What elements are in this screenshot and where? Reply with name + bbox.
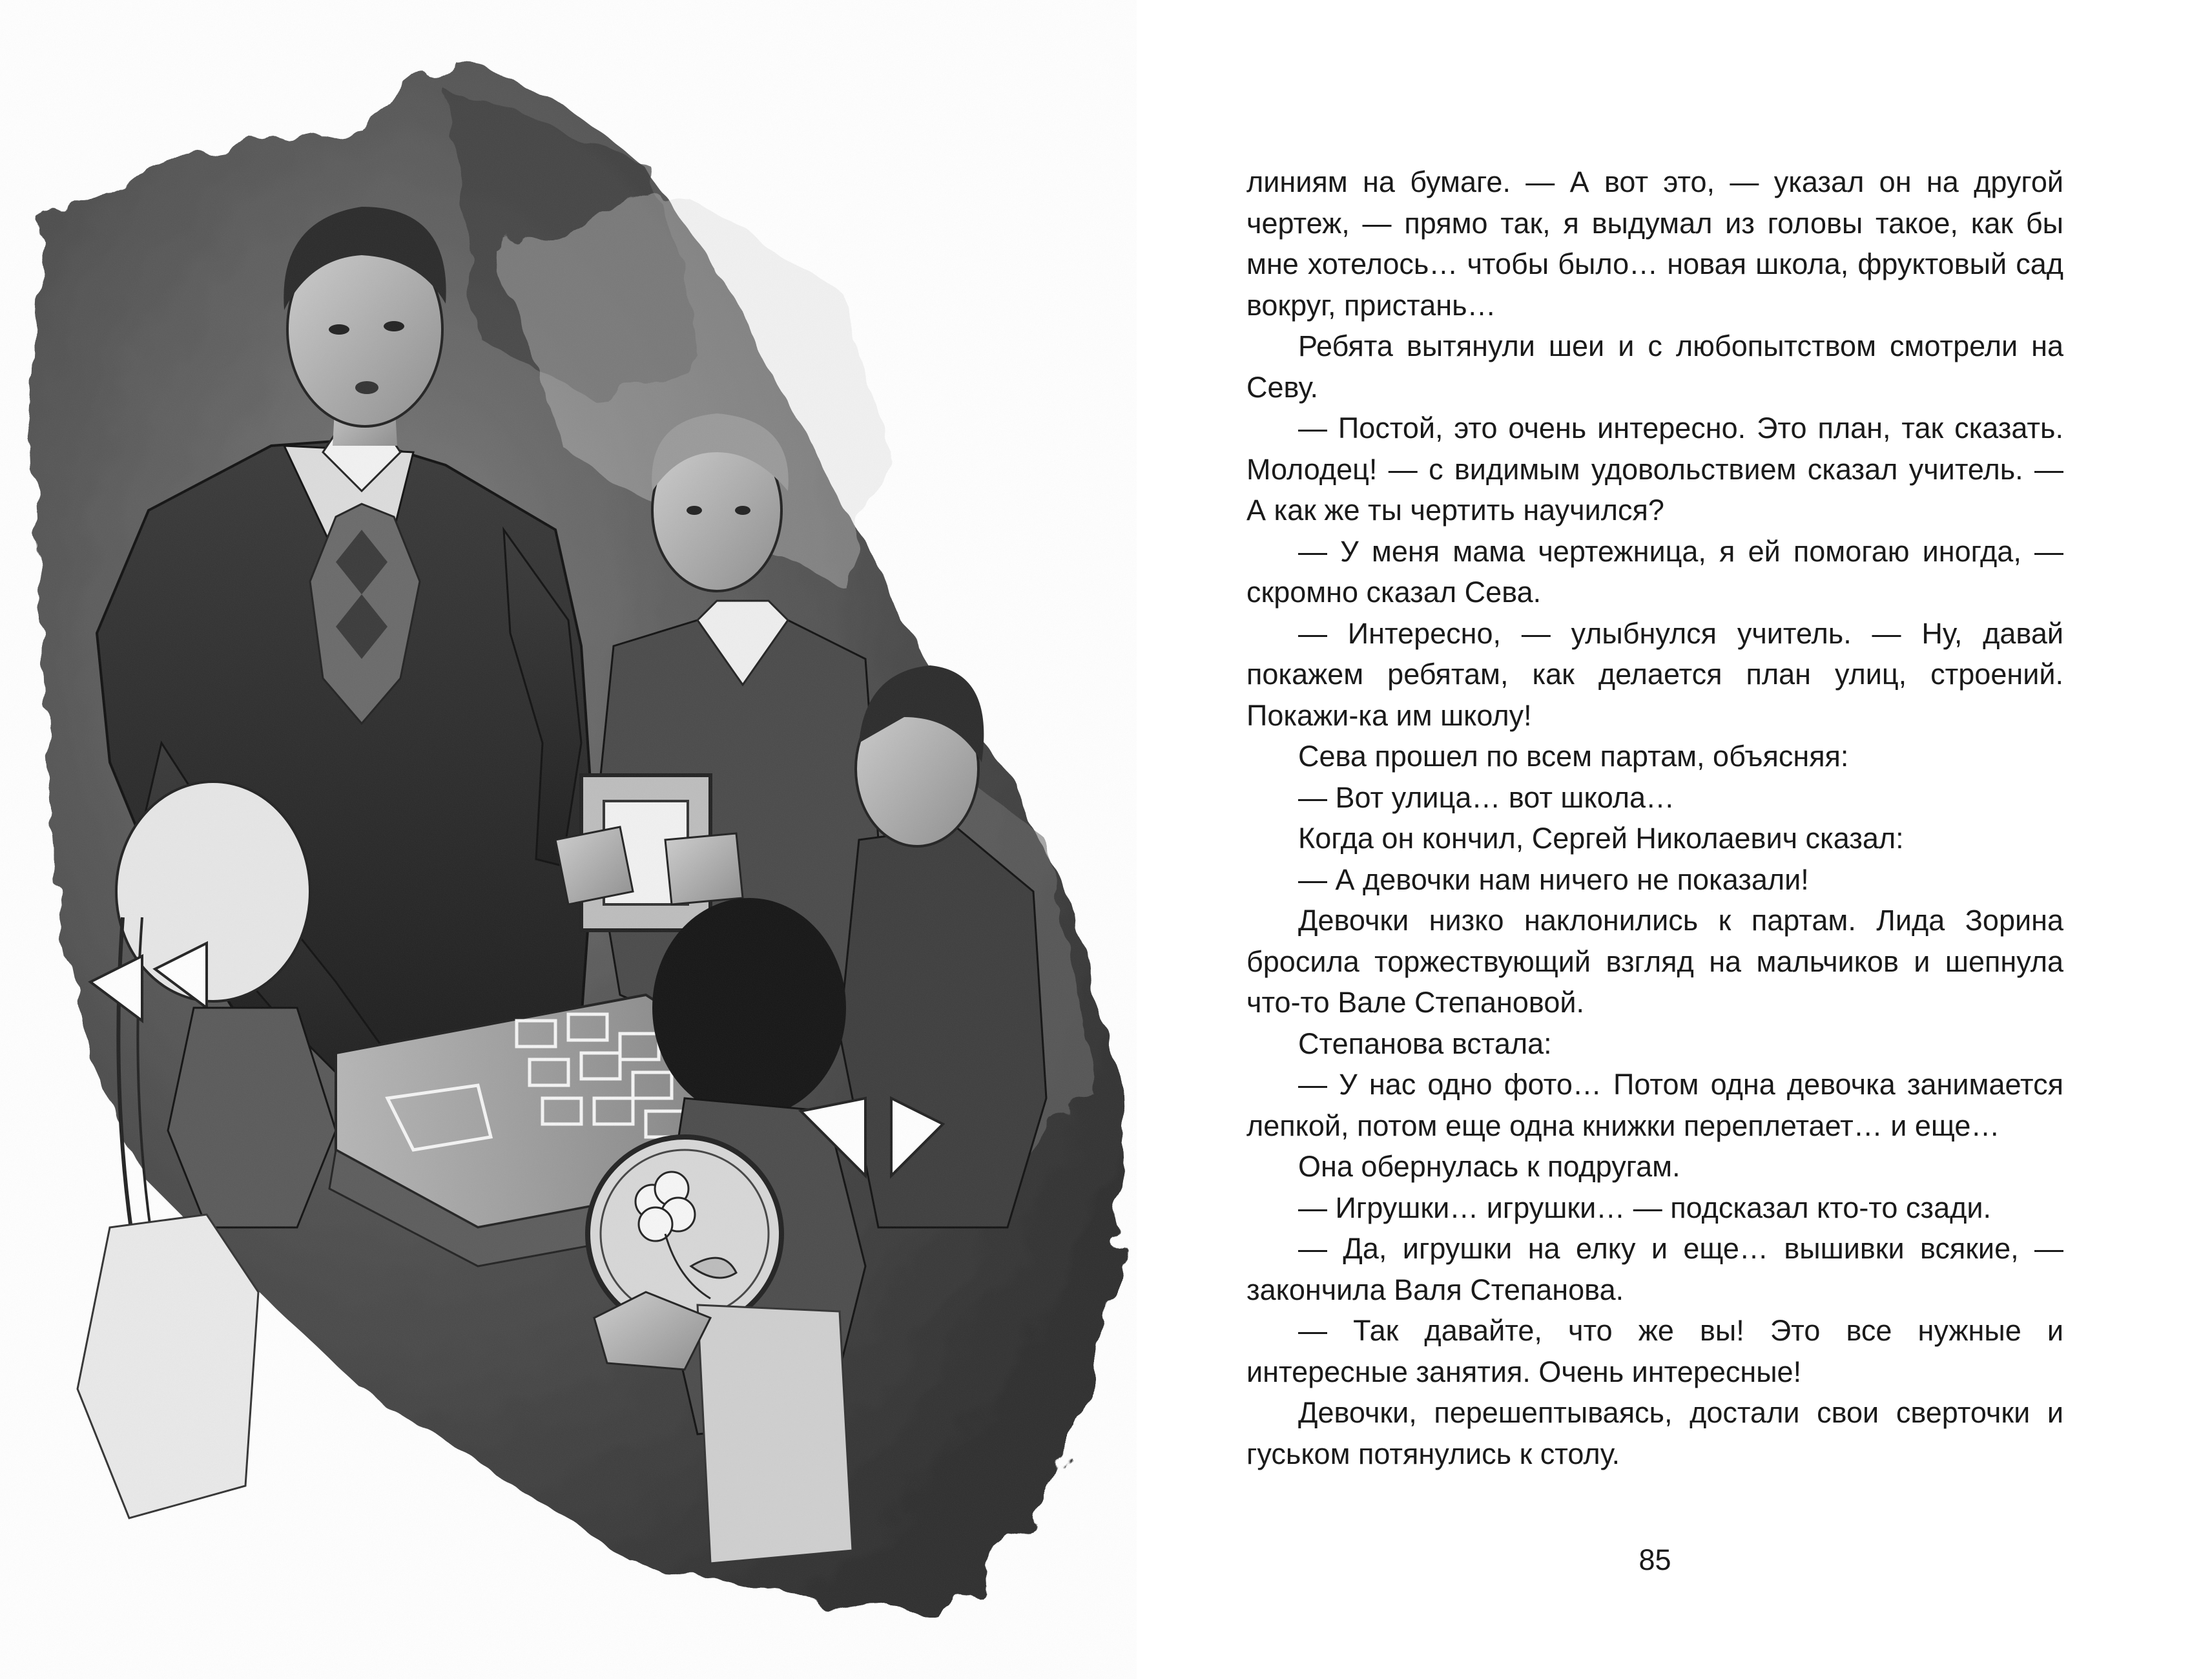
- paragraph: — Игрушки… игрушки… — подсказал кто-то сзади.: [1298, 1191, 1991, 1224]
- paragraph: Сева прошел по всем партам, объясняя:: [1298, 740, 1849, 773]
- paragraph: Степанова встала:: [1298, 1027, 1552, 1060]
- paragraph: Когда он кончил, Сергей Николаевич сказал:: [1298, 822, 1904, 855]
- paragraph: — Так давайте, что же вы! Это все нужные и интересные занятия. Очень интересные!: [1246, 1314, 2063, 1388]
- paragraph: — Интересно, — улыбнулся учитель. — Ну, давай покажем ребятам, как делается план улиц, строений. Покажи-ка им школу!: [1246, 616, 2063, 732]
- paragraph: Девочки низко наклонились к партам. Лида Зорина бросила торжествующий взгляд на мальчиков и шепнула что-то Вале Степановой.: [1246, 904, 2063, 1019]
- text-page: [1246, 162, 2063, 1615]
- paragraph: — Постой, это очень интересно. Это план, так сказать. Молодец! — с видимым удовольствием сказал учитель. — А как же ты чертить научился?: [1246, 412, 2063, 527]
- paragraph: — У нас одно фото… Потом одна девочка занимается лепкой, потом еще одна книжки переплетает… и еще…: [1246, 1068, 2063, 1142]
- paragraph: — А девочки нам ничего не показали!: [1298, 862, 1809, 896]
- paragraph: Ребята вытянули шеи и с любопытством смотрели на Севу.: [1246, 329, 2063, 404]
- page-number: 85: [1638, 1543, 1671, 1576]
- paragraph: Она обернулась к подругам.: [1298, 1150, 1680, 1183]
- paragraph: — У меня мама чертежница, я ей помогаю иногда, — скромно сказал Сева.: [1246, 534, 2063, 609]
- paragraph: линиям на бумаге. — А вот это, — указал он на другой чертеж, — прямо так, я выдумал из головы такое, как бы мне хотелось… чтобы было… новая школа, фруктовый сад вокруг, пристань…: [1246, 165, 2063, 322]
- paragraph: — Да, игрушки на елку и еще… вышивки всякие, — закончила Валя Степанова.: [1246, 1232, 2063, 1306]
- paragraph: Девочки, перешептываясь, достали свои сверточки и гуськом потянулись к столу.: [1246, 1396, 2063, 1470]
- body-text: [1246, 162, 2063, 1474]
- paragraph: — Вот улица… вот школа…: [1298, 780, 1675, 814]
